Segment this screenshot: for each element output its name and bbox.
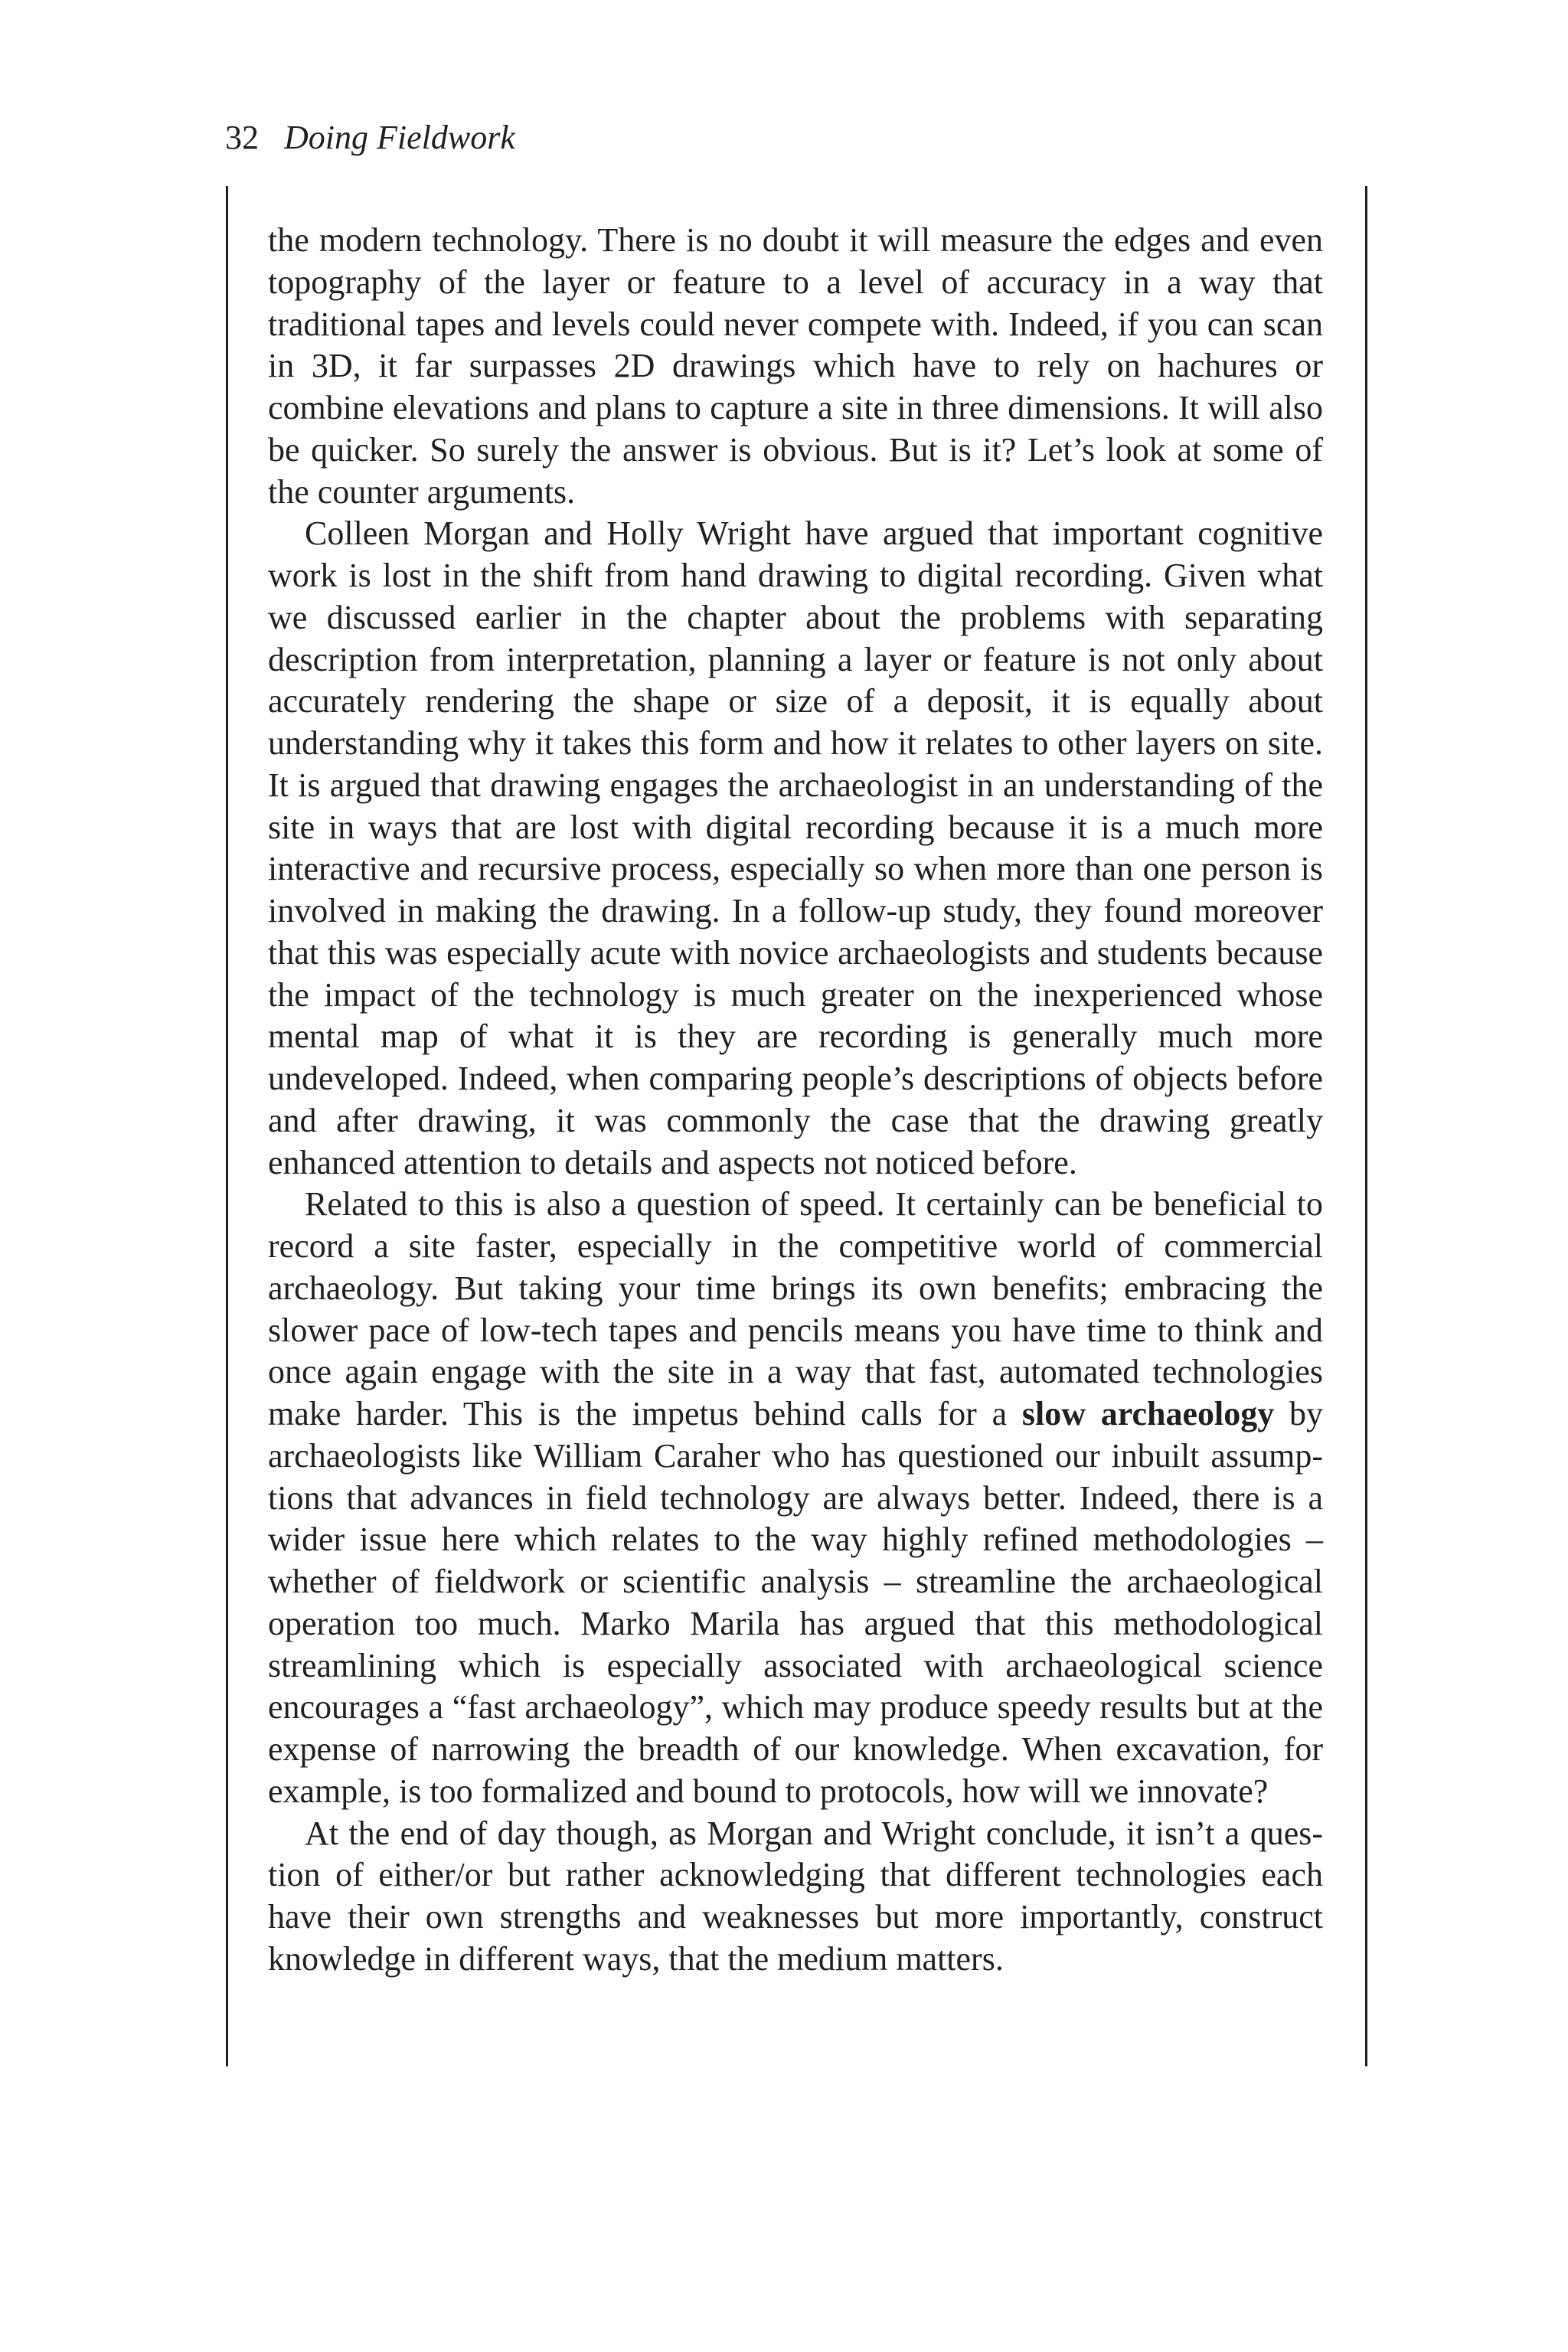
paragraph-2: Colleen Morgan and Holly Wright have argued that important cognitive work is lost in the shift from hand drawing to digital recording. Given what we discussed earlier in the chapter about the problems with separating description from interpretation, planning a layer or feature is not only about accurately rendering the shape or size of a deposit, it is equally about understanding why it takes this form and how it relates to other layers on site. It is argued that drawing engages the archaeologist in an understanding of the site in ways that are lost with digital recording because it is a much more interactive and recursive process, especially so when more than one person is involved in making the drawing. In a follow-up study, they found moreover that this was especially acute with novice archaeologists and students because the impact of the technology is much greater on the inexperienced whose mental map of what it is they are recording is generally much more undeveloped. Indeed, when comparing people’s descriptions of objects before and after drawing, it was commonly the case that the drawing greatly enhanced attention to details and aspects not noticed before.	[268, 514, 1323, 1181]
paragraph-4: At the end of day though, as Morgan and Wright conclude, it isn’t a question of either/or but rather acknowledging that different technologies each have their own strengths and weaknesses but more importantly, construct knowledge in different ways, that the medium matters.	[268, 1814, 1323, 1978]
right-margin-rule	[1365, 186, 1367, 2066]
paragraph-1: the modern technology. There is no doubt it will measure the edges and even topography of the layer or feature to a level of accuracy in a way that traditional tapes and levels could never compete with. Indeed, if you can scan in 3D, it far surpasses 2D drawings which have to rely on hachures or combine elevations and plans to capture a site in three dimensions. It will also be quicker. So surely the answer is obvious. But is it? Let’s look at some of the counter arguments.	[268, 221, 1323, 511]
page-number: 32	[225, 119, 259, 156]
running-head	[225, 115, 515, 161]
paragraph-3-text-after: by archaeologists like William Caraher who has questioned our inbuilt assumptions that advances in field technology are always better. Indeed, there is a wider issue here which relates to the way highly refined methodologies – whether of fieldwork or scientific analysis – streamline the archaeological operation too much. Marko Marila has argued that this methodological streamlining which is especially associated with archaeological science encourages a “fast archaeology”, which may produce speedy results but at the expense of narrowing the breadth of our knowledge. When excavation, for example, is too formalized and bound to protocols, how will we innovate?	[268, 1395, 1324, 1810]
paragraph-3-text-before: Related to this is also a question of speed. It certainly can be beneficial to record a site faster, especially in the competitive world of commercial archaeology. But taking your time brings its own benefits; embracing the slower pace of low-tech tapes and pencils means you have time to think and once again engage with the site in a way that fast, automated technologies make harder. This is the impetus behind calls for a	[268, 1185, 1323, 1432]
book-title: Doing Fieldwork	[284, 119, 515, 156]
body-text	[268, 220, 1323, 1981]
key-term-slow-archaeology: slow archaeology	[1021, 1395, 1275, 1432]
paragraph-3	[268, 1184, 1323, 1812]
left-margin-rule	[226, 186, 228, 2066]
